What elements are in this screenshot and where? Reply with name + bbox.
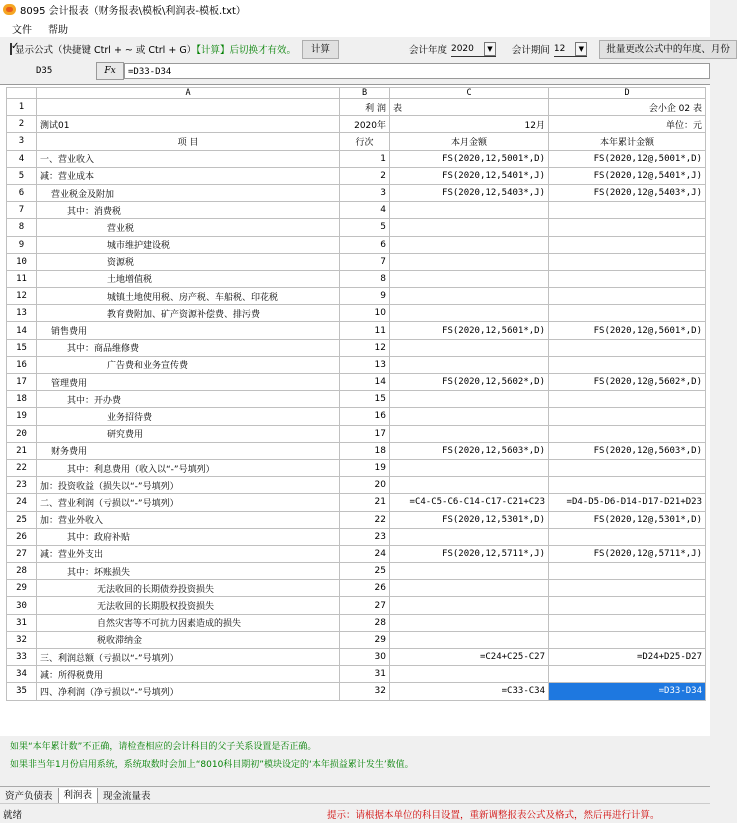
cell-ytd-amount[interactable]	[549, 253, 706, 270]
row-number[interactable]: 32	[7, 631, 37, 648]
cell-line-no[interactable]: 25	[340, 563, 390, 580]
cell-line-no[interactable]: 1	[340, 150, 390, 167]
row-number[interactable]: 9	[7, 236, 37, 253]
fiscal-year-select[interactable]	[451, 42, 496, 57]
row-number[interactable]: 16	[7, 356, 37, 373]
row-number[interactable]: 22	[7, 459, 37, 476]
cell-ytd-amount[interactable]: FS(2020,12@,5711*,J)	[549, 545, 706, 562]
row-number[interactable]: 4	[7, 150, 37, 167]
row-number[interactable]: 21	[7, 442, 37, 459]
cell-ytd-amount[interactable]	[549, 459, 706, 476]
row-number[interactable]: 29	[7, 580, 37, 597]
fiscal-period-label: 会计期间	[511, 45, 550, 56]
status-tip: 提示：请根据本单位的科目设置，重新调整报表公式及格式，然后再进行计算。	[327, 809, 660, 821]
table-row	[7, 167, 706, 184]
tab-balance-sheet[interactable]: 资产负债表	[5, 791, 53, 802]
cell-month-amount[interactable]	[390, 202, 549, 219]
cell-line-no[interactable]: 15	[340, 391, 390, 408]
cell-month-amount[interactable]	[390, 288, 549, 305]
cell-item[interactable]: 其中：利息费用（收入以“-”号填列）	[37, 459, 340, 476]
chevron-down-icon: ▼	[575, 42, 587, 56]
table-row	[7, 528, 706, 545]
row-number[interactable]: 33	[7, 649, 37, 666]
show-formula-checkbox[interactable]	[10, 43, 12, 55]
row-number[interactable]: 28	[7, 563, 37, 580]
row-number[interactable]: 7	[7, 202, 37, 219]
cell-ytd-amount[interactable]	[549, 666, 706, 683]
cell-month-amount[interactable]	[390, 339, 549, 356]
cell-month-amount[interactable]: 本月金额	[390, 133, 549, 150]
cell-ytd-amount[interactable]: FS(2020,12@,5603*,D)	[549, 442, 706, 459]
table-row	[7, 184, 706, 201]
table-row	[7, 494, 706, 511]
table-row	[7, 580, 706, 597]
cell-item[interactable]: 项 目	[37, 133, 340, 150]
table-row	[7, 563, 706, 580]
table-row	[7, 356, 706, 373]
row-number[interactable]: 1	[7, 99, 37, 116]
table-row	[7, 545, 706, 562]
spreadsheet-grid[interactable]	[6, 87, 706, 701]
cell-month-amount[interactable]: FS(2020,12,5601*,D)	[390, 322, 549, 339]
cell-ytd-amount[interactable]	[549, 202, 706, 219]
cell-line-no[interactable]: 3	[340, 184, 390, 201]
cell-ytd-amount[interactable]	[549, 305, 706, 322]
cell-item[interactable]: 无法收回的长期股权投资损失	[37, 597, 340, 614]
cell-line-no[interactable]: 30	[340, 649, 390, 666]
row-number[interactable]: 34	[7, 666, 37, 683]
table-row	[7, 116, 706, 133]
cell-month-amount[interactable]	[390, 408, 549, 425]
cell-line-no[interactable]: 利 润	[340, 99, 390, 116]
cell-line-no[interactable]: 6	[340, 236, 390, 253]
cell-month-amount[interactable]	[390, 219, 549, 236]
cell-line-no[interactable]: 18	[340, 442, 390, 459]
formula-bar	[0, 61, 710, 81]
fiscal-period-value: 12	[553, 43, 566, 54]
cell-line-no[interactable]: 2020年	[340, 116, 390, 133]
row-number[interactable]: 6	[7, 184, 37, 201]
cell-ytd-amount[interactable]: 会小企 02 表	[549, 99, 706, 116]
table-row	[7, 425, 706, 442]
menu-bar	[0, 19, 710, 37]
cell-item[interactable]: 加：营业外收入	[37, 511, 340, 528]
row-number[interactable]: 3	[7, 133, 37, 150]
row-number[interactable]: 18	[7, 391, 37, 408]
cell-line-no[interactable]: 29	[340, 631, 390, 648]
selected-cell[interactable]: =D33-D34	[549, 683, 706, 700]
cell-item[interactable]: 营业税金及附加	[37, 184, 340, 201]
table-row	[7, 99, 706, 116]
cell-line-no[interactable]: 13	[340, 356, 390, 373]
cell-line-no[interactable]: 22	[340, 511, 390, 528]
cell-ytd-amount[interactable]	[549, 563, 706, 580]
cell-line-no[interactable]: 12	[340, 339, 390, 356]
row-number[interactable]: 12	[7, 288, 37, 305]
cell-month-amount[interactable]	[390, 356, 549, 373]
hint-cumulative: 如果“本年累计数”不正确，请检查相应的会计科目的父子关系设置是否正确。	[10, 742, 317, 752]
row-number[interactable]: 27	[7, 545, 37, 562]
cell-month-amount[interactable]: FS(2020,12,5001*,D)	[390, 150, 549, 167]
cell-line-no[interactable]: 28	[340, 614, 390, 631]
table-row	[7, 288, 706, 305]
cell-month-amount[interactable]: FS(2020,12,5602*,D)	[390, 374, 549, 391]
column-header-b[interactable]: B	[340, 88, 390, 99]
table-row	[7, 270, 706, 287]
column-header-d[interactable]: D	[549, 88, 706, 99]
cell-ytd-amount[interactable]: FS(2020,12@,5403*,J)	[549, 184, 706, 201]
cell-line-no[interactable]: 9	[340, 288, 390, 305]
table-row	[7, 253, 706, 270]
tab-cash-flow[interactable]: 现金流量表	[103, 791, 151, 802]
cell-item[interactable]: 自然灾害等不可抗力因素造成的损失	[37, 614, 340, 631]
table-row	[7, 305, 706, 322]
cell-month-amount[interactable]: FS(2020,12,5603*,D)	[390, 442, 549, 459]
row-number[interactable]: 17	[7, 374, 37, 391]
cell-ytd-amount[interactable]: FS(2020,12@,5601*,D)	[549, 322, 706, 339]
cell-item[interactable]: 广告费和业务宣传费	[37, 356, 340, 373]
fiscal-year-label: 会计年度	[408, 45, 447, 56]
cell-line-no[interactable]: 16	[340, 408, 390, 425]
cell-item[interactable]: 资源税	[37, 253, 340, 270]
row-number[interactable]: 26	[7, 528, 37, 545]
show-formula-note: 【计算】后切换才有效。	[196, 45, 296, 56]
cell-item[interactable]: 四、净利润（净亏损以“-”号填列）	[37, 683, 340, 700]
status-text: 就绪	[3, 809, 23, 821]
cell-item[interactable]: 销售费用	[37, 322, 340, 339]
window-title: 8095 会计报表（财务报表\模板\利润表-模板.txt）	[20, 6, 246, 17]
cell-line-no[interactable]: 31	[340, 666, 390, 683]
fiscal-period-select[interactable]	[554, 42, 587, 57]
cell-line-no[interactable]: 19	[340, 459, 390, 476]
formula-input[interactable]: =D33-D34	[124, 63, 710, 79]
table-row	[7, 133, 706, 150]
cell-month-amount[interactable]	[390, 477, 549, 494]
row-number[interactable]: 31	[7, 614, 37, 631]
table-row	[7, 683, 706, 700]
cell-item[interactable]: 城市维护建设税	[37, 236, 340, 253]
app-icon	[3, 4, 16, 15]
row-number[interactable]: 2	[7, 116, 37, 133]
cell-item[interactable]: 测试01	[37, 116, 340, 133]
cell-ytd-amount[interactable]: 单位：元	[549, 116, 706, 133]
cell-line-no[interactable]: 7	[340, 253, 390, 270]
cell-month-amount[interactable]: =C4-C5-C6-C14-C17-C21+C23	[390, 494, 549, 511]
cell-ytd-amount[interactable]	[549, 597, 706, 614]
fx-button[interactable]: Fx	[96, 62, 124, 80]
cell-item[interactable]: 研究费用	[37, 425, 340, 442]
cell-ytd-amount[interactable]	[549, 528, 706, 545]
row-number[interactable]: 5	[7, 167, 37, 184]
row-number[interactable]: 10	[7, 253, 37, 270]
cell-ytd-amount[interactable]	[549, 580, 706, 597]
tab-income-statement[interactable]: 利润表	[58, 788, 99, 804]
cell-month-amount[interactable]: FS(2020,12,5401*,J)	[390, 167, 549, 184]
cell-month-amount[interactable]	[390, 563, 549, 580]
cell-month-amount[interactable]	[390, 614, 549, 631]
cell-item[interactable]: 减：营业外支出	[37, 545, 340, 562]
cell-line-no[interactable]: 4	[340, 202, 390, 219]
row-number[interactable]: 20	[7, 425, 37, 442]
table-row	[7, 150, 706, 167]
cell-month-amount[interactable]: =C33-C34	[390, 683, 549, 700]
cell-item[interactable]: 其中：政府补贴	[37, 528, 340, 545]
table-row	[7, 202, 706, 219]
cell-item[interactable]: 营业税	[37, 219, 340, 236]
cell-month-amount[interactable]	[390, 305, 549, 322]
table-row	[7, 597, 706, 614]
column-header-a[interactable]: A	[37, 88, 340, 99]
table-row	[7, 649, 706, 666]
cell-month-amount[interactable]	[390, 666, 549, 683]
column-header-c[interactable]: C	[390, 88, 549, 99]
table-row	[7, 511, 706, 528]
cell-item[interactable]: 业务招待费	[37, 408, 340, 425]
cell-item[interactable]: 其中：坏账损失	[37, 563, 340, 580]
cell-line-no[interactable]: 23	[340, 528, 390, 545]
fiscal-year-value: 2020	[450, 43, 474, 54]
spreadsheet[interactable]	[0, 84, 710, 736]
cell-ytd-amount[interactable]: FS(2020,12@,5001*,D)	[549, 150, 706, 167]
table-row	[7, 339, 706, 356]
cell-item[interactable]: 教育费附加、矿产资源补偿费、排污费	[37, 305, 340, 322]
cell-line-no[interactable]: 行次	[340, 133, 390, 150]
cell-month-amount[interactable]: FS(2020,12,5711*,J)	[390, 545, 549, 562]
cell-month-amount[interactable]	[390, 528, 549, 545]
cell-month-amount[interactable]: FS(2020,12,5403*,J)	[390, 184, 549, 201]
cell-line-no[interactable]: 10	[340, 305, 390, 322]
cell-month-amount[interactable]	[390, 580, 549, 597]
cell-item[interactable]: 管理费用	[37, 374, 340, 391]
cell-ytd-amount[interactable]	[549, 270, 706, 287]
hint-opening: 如果非当年1月份启用系统，系统取数时会加上“8010科目期初”模块设定的‘本年损益累计发生’数值。	[10, 760, 414, 770]
table-row	[7, 666, 706, 683]
cell-item[interactable]: 其中：开办费	[37, 391, 340, 408]
cell-month-amount[interactable]	[390, 253, 549, 270]
cell-ytd-amount[interactable]: 本年累计金额	[549, 133, 706, 150]
cell-month-amount[interactable]: 表	[390, 99, 549, 116]
cell-line-no[interactable]: 8	[340, 270, 390, 287]
row-number[interactable]: 13	[7, 305, 37, 322]
cell-ytd-amount[interactable]: FS(2020,12@,5401*,J)	[549, 167, 706, 184]
cell-line-no[interactable]: 21	[340, 494, 390, 511]
cell-month-amount[interactable]: FS(2020,12,5301*,D)	[390, 511, 549, 528]
cell-item[interactable]: 财务费用	[37, 442, 340, 459]
cell-item[interactable]: 其中：消费税	[37, 202, 340, 219]
row-number[interactable]: 19	[7, 408, 37, 425]
row-number[interactable]: 15	[7, 339, 37, 356]
cell-ytd-amount[interactable]	[549, 477, 706, 494]
cell-month-amount[interactable]: 12月	[390, 116, 549, 133]
row-number[interactable]: 35	[7, 683, 37, 700]
title-bar	[0, 0, 710, 19]
table-row	[7, 219, 706, 236]
cell-month-amount[interactable]: =C24+C25-C27	[390, 649, 549, 666]
row-number[interactable]: 24	[7, 494, 37, 511]
cell-line-no[interactable]: 14	[340, 374, 390, 391]
row-number[interactable]: 30	[7, 597, 37, 614]
cell-line-no[interactable]: 17	[340, 425, 390, 442]
cell-ytd-amount[interactable]: =D24+D25-D27	[549, 649, 706, 666]
table-row	[7, 236, 706, 253]
corner-cell[interactable]	[7, 88, 37, 99]
table-row	[7, 477, 706, 494]
status-bar	[0, 803, 710, 823]
cell-line-no[interactable]: 5	[340, 219, 390, 236]
menu-help[interactable]: 帮助	[48, 24, 68, 36]
cell-reference[interactable]: D35	[36, 66, 53, 76]
column-header-row	[7, 88, 706, 99]
table-row	[7, 459, 706, 476]
table-row	[7, 408, 706, 425]
table-row	[7, 614, 706, 631]
cell-month-amount[interactable]	[390, 459, 549, 476]
cell-line-no[interactable]: 32	[340, 683, 390, 700]
chevron-down-icon: ▼	[484, 42, 496, 56]
cell-ytd-amount[interactable]	[549, 631, 706, 648]
cell-item[interactable]: 城镇土地使用税、房产税、车船税、印花税	[37, 288, 340, 305]
cell-item[interactable]: 三、利润总额（亏损以“-”号填列）	[37, 649, 340, 666]
cell-line-no[interactable]: 2	[340, 167, 390, 184]
show-formula-text: 显示公式（快捷键 Ctrl + ~ 或 Ctrl + G）	[15, 45, 197, 56]
cell-ytd-amount[interactable]	[549, 236, 706, 253]
cell-ytd-amount[interactable]: FS(2020,12@,5301*,D)	[549, 511, 706, 528]
table-row	[7, 631, 706, 648]
cell-item[interactable]: 减：营业成本	[37, 167, 340, 184]
row-number[interactable]: 23	[7, 477, 37, 494]
row-number[interactable]: 25	[7, 511, 37, 528]
cell-month-amount[interactable]	[390, 270, 549, 287]
sheet-tabs	[0, 786, 710, 804]
cell-month-amount[interactable]	[390, 631, 549, 648]
menu-file[interactable]: 文件	[12, 24, 32, 36]
cell-item[interactable]: 一、营业收入	[37, 150, 340, 167]
cell-ytd-amount[interactable]	[549, 425, 706, 442]
cell-ytd-amount[interactable]	[549, 339, 706, 356]
cell-line-no[interactable]: 20	[340, 477, 390, 494]
row-number[interactable]: 14	[7, 322, 37, 339]
cell-line-no[interactable]: 26	[340, 580, 390, 597]
calculate-button[interactable]: 计算	[302, 40, 339, 59]
cell-line-no[interactable]: 11	[340, 322, 390, 339]
cell-month-amount[interactable]	[390, 391, 549, 408]
row-number[interactable]: 8	[7, 219, 37, 236]
cell-item[interactable]: 无法收回的长期债券投资损失	[37, 580, 340, 597]
cell-month-amount[interactable]	[390, 425, 549, 442]
cell-line-no[interactable]: 27	[340, 597, 390, 614]
cell-item[interactable]: 加：投资收益（损失以“-”号填列）	[37, 477, 340, 494]
table-row	[7, 442, 706, 459]
cell-item[interactable]: 其中：商品维修费	[37, 339, 340, 356]
toolbar	[0, 37, 730, 61]
table-row	[7, 391, 706, 408]
cell-ytd-amount[interactable]	[549, 288, 706, 305]
cell-ytd-amount[interactable]: =D4-D5-D6-D14-D17-D21+D23	[549, 494, 706, 511]
row-number[interactable]: 11	[7, 270, 37, 287]
cell-ytd-amount[interactable]	[549, 391, 706, 408]
cell-item[interactable]: 二、营业利润（亏损以“-”号填列）	[37, 494, 340, 511]
cell-month-amount[interactable]	[390, 597, 549, 614]
table-row	[7, 374, 706, 391]
cell-ytd-amount[interactable]	[549, 614, 706, 631]
cell-ytd-amount[interactable]: FS(2020,12@,5602*,D)	[549, 374, 706, 391]
cell-ytd-amount[interactable]	[549, 408, 706, 425]
cell-item[interactable]: 税收滞纳金	[37, 631, 340, 648]
cell-item[interactable]	[37, 99, 340, 116]
cell-line-no[interactable]: 24	[340, 545, 390, 562]
cell-item[interactable]: 土地增值税	[37, 270, 340, 287]
table-row	[7, 322, 706, 339]
cell-ytd-amount[interactable]	[549, 219, 706, 236]
show-formula-label	[15, 42, 296, 56]
batch-change-button[interactable]: 批量更改公式中的年度、月份	[599, 40, 737, 59]
cell-ytd-amount[interactable]	[549, 356, 706, 373]
cell-item[interactable]: 减：所得税费用	[37, 666, 340, 683]
cell-month-amount[interactable]	[390, 236, 549, 253]
